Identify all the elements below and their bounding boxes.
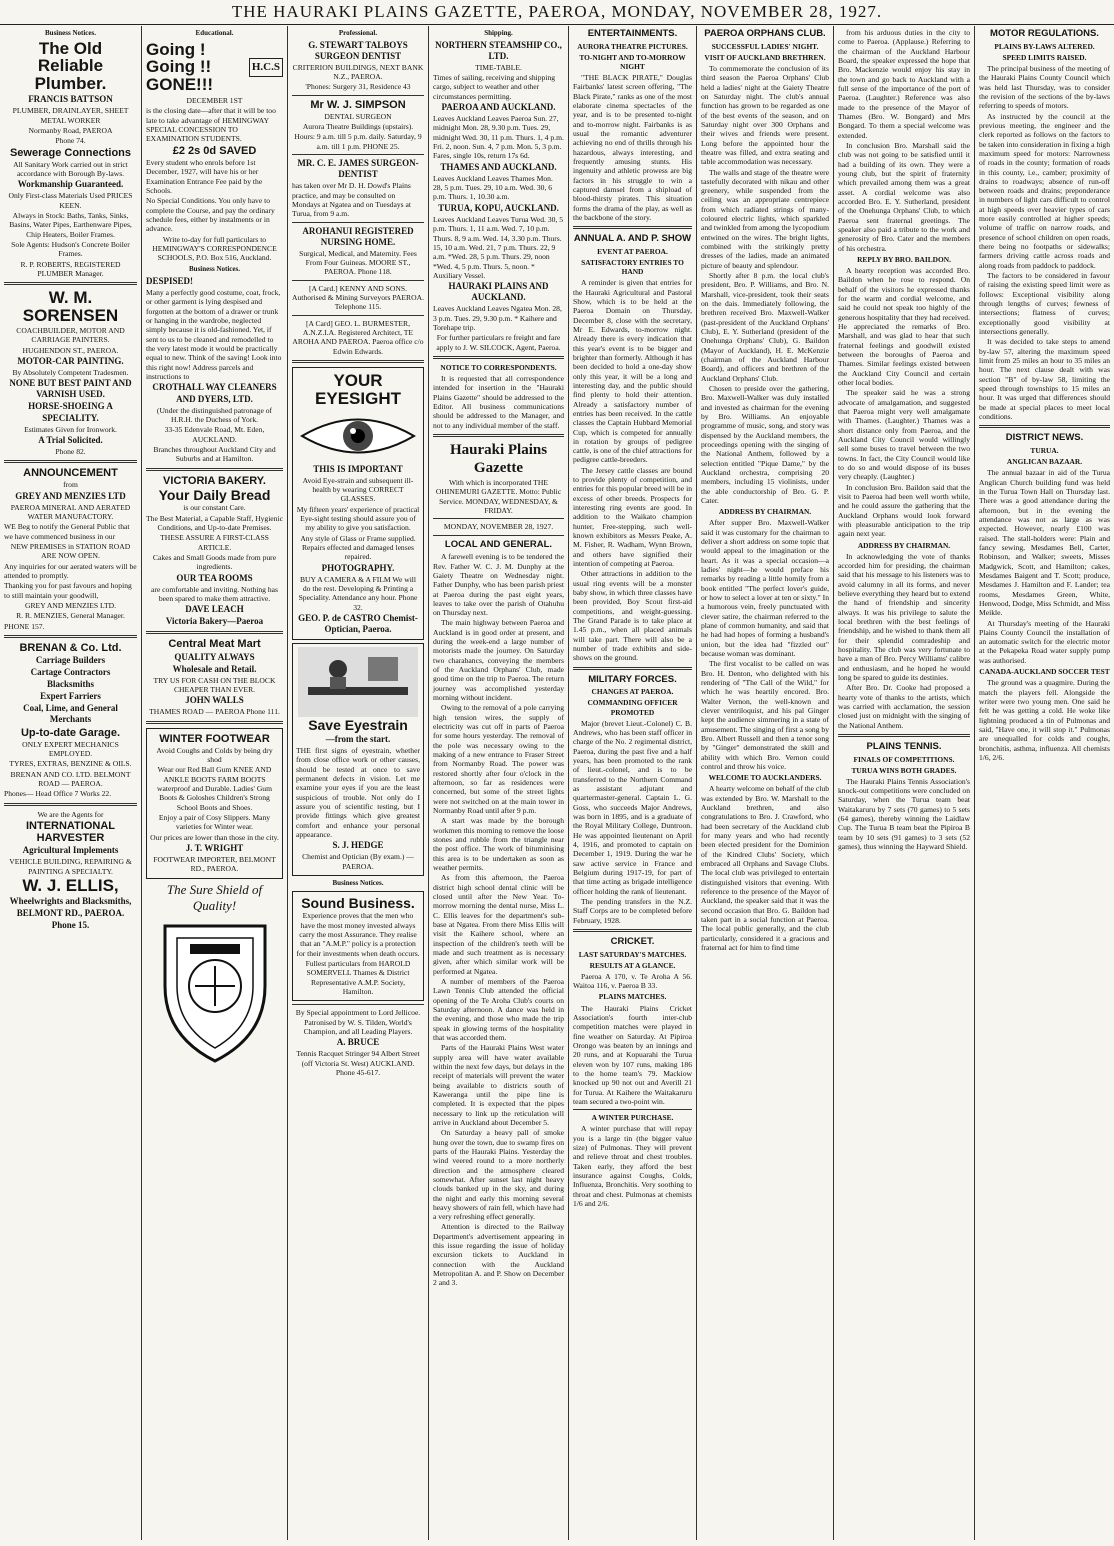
- divider: [292, 360, 424, 363]
- article-subheading: SUCCESSFUL LADIES' NIGHT.: [711, 41, 819, 51]
- ad-slogan: The Sure Shield of Quality!: [166, 881, 263, 913]
- ad-text: No Special Conditions. You only have to complete the Course, and pay the ordinary schedule fees, either by instalments or in advance.: [146, 196, 275, 234]
- ad-heading: Wheelwrights and Blacksmiths,: [9, 895, 132, 906]
- issue-date: MONDAY, NOVEMBER 28, 1927.: [443, 522, 554, 532]
- ad-hemingway: [146, 40, 283, 263]
- article-heading: MOTOR REGULATIONS.: [990, 28, 1099, 39]
- ad-heading: GREY AND MENZIES LTD: [15, 490, 126, 501]
- divider: [573, 1109, 692, 1110]
- ad-heading: Expert Farriers: [40, 691, 101, 702]
- divider: [292, 280, 424, 281]
- ad-heading: AROHANUI REGISTERED NURSING HOME.: [302, 225, 414, 247]
- ad-hedge: [292, 643, 424, 876]
- article-paragraph: The ground was a quagmire. During the match the players fell. Alongside the writer were two young men. One said he felt he was getting a cold. He woke like lightning produced a tin of Pulmonas and said, "Have one, it will stop it." Pulmonas are unequalled for colds and coughs, bronchitis, asthma, influenza. All chemists 1/6, 2/6.: [979, 678, 1110, 762]
- ad-text: Thanking you for past favours and hoping to still maintain your goodwill,: [4, 581, 132, 600]
- article-paragraph: The Hauraki Plains Cricket Association's fourth inter-club competition matches were played in fine weather on Saturday. At Pipiroa Orongo was beaten by an innings and 20 runs, and at Kopuarahi the Turua eleven won by 107 runs, making 186 to the home team's 79. Mackiow knocked up 90 not out and Averill 21 for Turua. At Kaihere the Waitakaruru team secured a two-point win.: [573, 1003, 692, 1106]
- ad-text: CRITERION BUILDINGS, NEXT BANK N.Z., PAEROA.: [292, 62, 424, 82]
- article-paragraph: As instructed by the council at the previous meeting, the engineer and the clerk reported as follows on the factors to be taken into consideration in fixing a high maximum speed for motors: Narrowness of roads in the county; formation of roads in this county, i.e., camber; proximity of drains to roadways; absence of run-off between roads and drains; preponderance in numbers of light cars difficult to control at high speeds over heavier types of cars more easily controlled at higher speeds; volume of traffic on narrow roads, and presence of school children on open roads, there being no footpaths or sidewalks; farmers driving cattle across roads and along roads from paddock to paddock.: [979, 111, 1110, 270]
- ad-text: 33-35 Edenvale Road, Mt. Eden, AUCKLAND.: [164, 425, 265, 444]
- ad-amp: [292, 891, 424, 1002]
- article-heading: MILITARY FORCES.: [588, 673, 677, 685]
- ad-text: is the closing date—after that it will be too late to take advantage of HEMINGWAY SPECIAL CONCESSION TO EXAMINATION STUDENTS.: [146, 106, 276, 144]
- ad-heading: Your Daily Bread: [158, 486, 271, 503]
- section-head: Shipping.: [484, 29, 513, 37]
- ad-text: Experience proves that the men who have the most money invested always carry the most Assurance. They realise that an "A.M.P." policy is a protection for their investments when death occurs.: [296, 911, 420, 958]
- article-orphans-club: [701, 28, 829, 952]
- ad-header-row: [146, 40, 283, 96]
- divider: [146, 631, 283, 634]
- ad-text: We are the Agents for: [37, 809, 104, 819]
- ad-heading: CROTHALL WAY CLEANERS AND DYERS, LTD.: [152, 382, 277, 404]
- ad-heading: THAMES AND AUCKLAND.: [440, 161, 557, 172]
- section-head: Professional.: [338, 29, 378, 37]
- divider: [4, 282, 137, 285]
- shield-icon: [155, 916, 275, 1066]
- article-paragraph: The factors to be considered in favour of raising the existing speed limit were as follows: Exceptional visibility along through lengths of curves; fewness of intersections; flatness of curves; exceptionally good visibility at intersections generally.: [979, 271, 1110, 337]
- ad-text: 'Phones: Surgery 31, Residence 43: [305, 82, 411, 92]
- section-head: Business Notices.: [45, 29, 96, 37]
- column-2: [141, 26, 287, 1540]
- ad-text: Chemist and Optician (By exam.) — PAEROA.: [302, 852, 414, 871]
- ad-title: W. M. SORENSEN: [22, 288, 119, 326]
- ad-text: HUGHENDON ST., PAEROA.: [22, 345, 119, 355]
- article-paragraph: After Bro. Dr. Cooke had proposed a hearty vote of thanks to the artists, which was carried with acclamation, the session closed just on midnight with the singing of the National Anthem.: [838, 683, 970, 730]
- column-1: [0, 26, 141, 1540]
- divider: [573, 929, 692, 932]
- ad-bruce: [292, 1008, 424, 1077]
- ad-sorensen: [4, 289, 137, 456]
- ad-heading: A Trial Solicited.: [38, 434, 103, 445]
- ad-burmester: [A Card] GEO. L. BURMESTER, A.N.Z.I.A. Registered Architect, TE AROHA AND PAEROA. Paeroa office c/o Edwin Edwards.: [292, 318, 424, 356]
- ad-text: Tennis Racquet Stringer 94 Albert Street (off Victoria St. West) AUCKLAND. Phone 45-617.: [296, 1049, 420, 1077]
- ad-winter-footwear: [146, 728, 283, 879]
- ad-text: DECEMBER 1ST: [186, 96, 243, 106]
- article-paragraph: Paeroa A 170, v. Te Aroha A 56. Waitoa 116, v. Paeroa B 33.: [573, 971, 692, 991]
- ad-text: VEHICLE BUILDING, REPAIRING & PAINTING A SPECIALTY.: [9, 857, 132, 876]
- article-paragraph: Other attractions in addition to the usual ring events will be a monster baby show, in which three classes have been provided, Boy Scout first-aid competitions, and weight-guessing. The Grand Parade is to take place at 1.45 p.m., when all placed animals will take part. There will also be a number of trade exhibits and side-shows on the ground.: [573, 569, 692, 663]
- article-subheading: EVENT AT PAEROA.: [597, 246, 668, 256]
- ad-text: By Absolutely Competent Tradesmen.: [12, 368, 129, 378]
- divider: [433, 434, 564, 437]
- ad-heading: Victoria Bakery—Paeroa: [165, 616, 264, 627]
- ad-title: Sound Business.: [301, 894, 415, 911]
- ad-heading: Coal, Lime, and General Merchants: [23, 703, 118, 725]
- ad-heading: TURUA, KOPU, AUCKLAND.: [438, 202, 559, 213]
- article-heading: CRICKET.: [610, 935, 655, 947]
- ad-text: My fifteen years' experience of practical Eye-sight testing should assure you of my ability to give you satisfaction.: [296, 504, 420, 533]
- ad-heading: BELMONT RD., PAEROA.: [16, 907, 125, 918]
- article-subheading: VISIT OF AUCKLAND BRETHREN.: [704, 52, 826, 62]
- ad-james: [292, 158, 424, 218]
- ad-text: Leaves Auckland Leaves Turua Wed. 30, 5 p.m. Thurs. 1, 11 a.m. Wed. 7, 10 p.m. Thurs. 8, 9 a.m. Wed. 14, 3.30 p.m. Thurs. 15, 10 a.m. Wed. 21, 7 p.m. Thurs. 22, 9 a.m. *Wed. 28, 5 p.m. Thurs. 29, noon *Wed. 4, 5 p.m. Thurs. 5, noon. * Auxiliary Vessel.: [433, 214, 564, 280]
- article-paragraph: A hearty welcome on behalf of the club was extended by Bro. W. Marshall to the Auckland brethren, and also congratulations to Bro. J. Crawford, who had been secretary of the Auckland club for many years and who had recently been elected president for the Dominion of the Kindred Clubs' Society, which embraced all Orphans and Savage Clubs. The local club was privileged to entertain distinguished visitors that evening. With reference to the presence of the Mayor of Auckland, the speaker said that it was the second occasion that Bro. G. Baildon had taken part in a social function at Paeroa. The local public generally, and the club particularly, considered it a gracious and fraternal act for him to find time: [701, 784, 829, 952]
- article-subheading: TURUA.: [1030, 446, 1059, 456]
- article-orphans-club-cont: [838, 28, 970, 730]
- article-paragraph: The Hauraki Plains Tennis Association's knock-out competitions were concluded on Saturday, when the Turua team beat Waitakaruru by 7 sets (70 games) to 5 sets (64 games), thereby winning the Laidlaw Cup. The Turua B team beat the Pipiroa B team by 10 sets (91 games) to 3 sets (52 games), thus winning the Hayward Shield.: [838, 776, 970, 852]
- ad-heading: Workmanship Guaranteed.: [17, 179, 124, 190]
- ad-text: Write to-day for full particulars to HEMINGWAY'S CORRESPONDENCE SCHOOLS, P.O. Box 516, Auckland.: [152, 234, 277, 263]
- section-head: Educational.: [195, 29, 234, 37]
- ad-text: For further particulars re freight and fare apply to J. W. SILCOCK, Agent, Paeroa.: [436, 333, 561, 352]
- ad-text: DENTAL SURGEON: [324, 111, 392, 121]
- article-subheading: WELCOME TO AUCKLANDERS.: [708, 773, 822, 783]
- article-entertainments: [573, 28, 692, 222]
- ad-text: THAMES ROAD — PAEROA Phone 111.: [149, 707, 280, 717]
- article-paragraph: It is requested that all correspondence intended for insertion in the "Hauraki Plains Gazette" should be addressed to the Editor. All business communications should be addressed to the Manager, and not to any individual member of the staff.: [433, 374, 564, 430]
- ad-text: TRY US FOR CASH ON THE BLOCK CHEAPER THAN EVER.: [153, 675, 276, 694]
- ad-title: INTERNATIONAL HARVESTER: [25, 819, 115, 845]
- divider: [573, 226, 692, 229]
- ad-text: Any inquiries for our aerated waters will be attended to promptly.: [4, 561, 137, 581]
- article-paragraph: A reminder is given that entries for the Hauraki Agricultural and Pastoral Show, which is to be held at the Paeroa Domain on Thursday, December 8, close with the secretary, Mr E. Edwards, to-morrow night. Already there is every indication that this year's event is to be bigger and brighter than formerly. Although it has been decided to hold a one-day show only this year, it will be a long and interesting day, and the public should find plenty to hold their attention. Already a satisfactory number of entries has been received. In the cattle classes the Captain Hubbard Memorial Cup, which is competed for annually in rotation by groups of pedigree cattle, is one of the chief attractions for pedigree cattle-breeders.: [573, 278, 692, 465]
- column-4: [428, 26, 568, 1540]
- ad-text: (Under the distinguished patronage of H.R.H. the Duchess of York.: [156, 405, 273, 424]
- ad-heading: G. STEWART TALBOYS SURGEON DENTIST: [308, 39, 408, 61]
- divider: [4, 803, 137, 806]
- divider: [433, 518, 564, 519]
- ad-title: Central Meat Mart: [168, 638, 261, 651]
- ad-crothall: [146, 276, 283, 463]
- ad-victoria-bakery: [146, 475, 283, 628]
- article-subheading: SATISFACTORY ENTRIES TO HAND: [581, 258, 684, 277]
- ad-text: WE Beg to notify the General Public that we have commenced business in our: [4, 522, 130, 541]
- divider: [4, 460, 137, 463]
- ad-heading: MR. C. E. JAMES SURGEON-DENTIST: [297, 158, 419, 180]
- article-subheading: PLAINS MATCHES.: [598, 992, 667, 1002]
- ad-text: Only First-class Materials Used PRICES KEEN.: [8, 191, 133, 210]
- column-6: [696, 26, 833, 1540]
- ad-heading: S. J. HEDGE: [332, 840, 384, 851]
- ad-text: Avoid Coughs and Colds by being dry shod: [156, 745, 273, 765]
- ad-text: Estimates Given for Ironwork.: [24, 424, 117, 434]
- article-paragraph: A farewell evening is to be tendered the Rev. Father W. C. J. M. Dunphy at the Gaiety Theatre on Wednesday night. Father Dunphy, who has been parish priest at Paeroa during the past eight years, leaves to take over the parish of Otahuhu on Thursday next.: [433, 552, 564, 618]
- ad-text: Surgical, Medical, and Maternity. Fees From Four Guineas. MOORE ST., PAEROA. Phone 118.: [299, 248, 417, 277]
- article-subheading: ADDRESS BY CHAIRMAN.: [718, 507, 812, 517]
- article-subheading: SPEED LIMITS RAISED.: [1002, 52, 1087, 62]
- article-paragraph: A number of members of the Paeroa Lawn Tennis Club attended the official opening of the Te Aroha Club's courts on Saturday afternoon. A dance was held in the evening, and those who made the trip speak in glowing terms of the hospitality that was accorded them.: [433, 976, 564, 1042]
- ad-heading: Blacksmiths: [46, 679, 94, 690]
- ad-heading: PHOTOGRAPHY.: [321, 562, 395, 573]
- ad-de-castro: [292, 367, 424, 640]
- ad-text: are comfortable and inviting. Nothing has been spared to make them attractive.: [151, 584, 278, 603]
- ad-text: Always in Stock: Baths, Tanks, Sinks, Basins, Water Pipes, Earthenware Pipes, Chip Heaters, Boiler Frames.: [9, 210, 132, 239]
- column-5: [568, 26, 696, 1540]
- ad-title: BRENAN & Co. Ltd.: [19, 642, 122, 655]
- ad-heading: THIS IS IMPORTANT: [313, 463, 403, 474]
- newspaper-nameplate: Hauraki Plains Gazette: [449, 442, 548, 477]
- ad-text: THE first signs of eyestrain, whether from close office work or other causes, should be tested at once to save permanent defects in vision. Let me examine your eyes if you are the least suspicious of trouble. Not only do I assure you of scientific testing, but I provide fittings which give greatest comfort and enhance your personal appearance.: [296, 745, 420, 839]
- column-3: [287, 26, 428, 1540]
- article-paragraph: In conclusion Bro. Marshall said the club was not going to be satisfied until it had a building of its own. They were a young club, but the spirit of fraternity which prevailed among them was a great asset. A cordial welcome was also accorded Bro. E. Y. Sutherland, president of the Onehunga Orphans' Club, to which Paeroa sent fraternal greetings. The speaker also paid a tribute to the work and generosity of Bro. Cater and the members of his orchestra.: [838, 140, 970, 253]
- article-paragraph: A hearty reception was accorded Bro. Baildon when he rose to respond. On behalf of the visitors he expressed thanks for the warm and cordial welcome, and said he could not speak too highly of the generous hospitality that they had received. He appreciated the remarks of Bro. Marshall, and was glad to hear that such fraternal feelings and goodwill existed between the boroughs of Paeroa and Thames. Similar feelings existed between the Auckland City Council and certain other local bodies.: [838, 265, 971, 387]
- divider: [292, 95, 424, 96]
- ad-text: PHONE 157.: [4, 621, 45, 631]
- article-heading: PAEROA ORPHANS CLUB.: [704, 28, 826, 39]
- divider: [838, 734, 970, 737]
- article-motor-regulations: [979, 28, 1110, 421]
- article-cricket: [573, 936, 692, 1106]
- article-paragraph: On Saturday a heavy pall of smoke hung over the town, due to swamp fires on parts of the Hauraki Plains. Yesterday the wind veered round to a more northerly direction and the atmosphere cleared somewhat. After sunset last night heavy clouds banked up in the sky, and during the night and early this morning several heavy showers of rain fell, which have had a very refreshing effect generally.: [433, 1128, 564, 1222]
- ad-text: has taken over Mr D. H. Dowd's Plains practice, and may be consulted on Mondays at Ngatea and on Tuesdays at Turua, from 9 a.m.: [292, 181, 411, 219]
- ad-text: Normanby Road, PAEROA: [28, 125, 113, 135]
- ad-text: Phone 74.: [55, 136, 86, 146]
- divider: [146, 721, 283, 724]
- ad-dcl-shield: [146, 882, 283, 1066]
- ad-text: Cakes and Small Goods made from pure ingredients.: [152, 552, 277, 572]
- ad-text: Any style of Glass or Frame supplied. Repairs effected and damaged lenses repaired.: [300, 533, 416, 562]
- ad-text: GREY AND MENZIES LTD.: [25, 601, 116, 611]
- ad-text: BRENAN AND CO. LTD. BELMONT ROAD — PAEROA.: [10, 769, 131, 788]
- article-heading: DISTRICT NEWS.: [1005, 432, 1084, 444]
- columns: [0, 26, 1114, 1540]
- ad-heading: Wholesale and Retail.: [172, 663, 257, 674]
- ad-text: COACHBUILDER, MOTOR AND CARRIAGE PAINTERS.: [16, 325, 125, 345]
- article-paragraph: Major (brevet Lieut.-Colonel) C. B. Andrews, who has been staff officer in charge of the No. 2 regimental district, Paeroa, during the past five and a half years, has been promoted to the rank of lieut.-colonel, and is to be transferred to the Northern Command as assistant adjutant and quartermaster-general. Captain L. G. Goss, who succeeds Major Andrews, was born in 1895, and is a graduate of the Royal Military College, Duntroon. He was appointed lieutenant on April 4, 1916, and promoted to captain on December 1, 1919. During the war he saw active service in France and Belgium during 1917-19, for part of that time acting as brigade intelligence officer holding the rank of lieutenant.: [573, 718, 692, 896]
- ad-name: FRANCIS BATTSON: [28, 94, 113, 105]
- article-subheading: ADDRESS BY CHAIRMAN.: [857, 540, 951, 550]
- ad-text: R. R. MENZIES, General Manager.: [16, 611, 125, 621]
- ad-grey-menzies: [4, 467, 137, 631]
- divider: [573, 667, 692, 670]
- ad-text: Leaves Auckland Leaves Ngatea Mon. 28, 3 p.m. Tues. 29, 9.30 p.m. * Kaihere and Torehape trip.: [433, 304, 562, 332]
- ad-heading: Agricultural Implements: [22, 845, 119, 856]
- article-subheading: FINALS OF COMPETITIONS.: [853, 754, 955, 764]
- article-local-general: [433, 539, 564, 1288]
- ad-title: YOUR EYESIGHT: [315, 370, 401, 408]
- ad-plumber: [4, 40, 137, 279]
- article-paragraph: In acknowledging the vote of thanks accorded him for presiding, the chairman said that his message to his listeners was to avoid calumny in all its forms, and never believe everything they heard but to extend the hand of friendship and sincerity always. It was his privilege to salute the local brethren with the best feelings of friendship, and he wished to thank them all for their splendid comradeship and hospitality. The club was very fortunate to have a man of Bro. Percy Williams' calibre and enthusiasm, and he hoped he would long be spared to guide its destinies.: [838, 551, 970, 682]
- office-worker-icon: [298, 647, 418, 717]
- nameplate-text: With which is incorporated THE OHINEMURI GAZETTE. Motto: Public Service. MONDAY, WEDNESDAY, & FRIDAY.: [435, 477, 562, 515]
- divider: [146, 468, 283, 471]
- ad-heading: MOTOR-CAR PAINTING.: [17, 355, 124, 366]
- ad-talboys: [292, 40, 424, 92]
- ad-text: Many a perfectly good costume, coat, frock, or other garment is lying despised and forgotten at the bottom of a drawer or trunk or hanging in the wardrobe, neglected simply because it is old-fashioned. Yet, if sent to us to be cleaned and remodelled to the very latest mode it would be practically equal to new. Think of the saving! Look into this right now! Address parcels and instructions to: [146, 288, 282, 382]
- ad-text: Avoid Eye-strain and subsequent ill-health by wearing CORRECT GLASSES.: [302, 475, 414, 504]
- ad-shipping: [433, 40, 564, 352]
- masthead: THE HAURAKI PLAINS GAZETTE, PAEROA, MONDAY, NOVEMBER 28, 1927.: [0, 0, 1114, 25]
- ad-text: TYRES, EXTRAS, BENZINE & OILS.: [9, 759, 132, 769]
- ad-text: By Special appointment to Lord Jellicoe. Patronised by W. S. Tilden, World's Champion, and all Leading Players.: [295, 1008, 421, 1036]
- ad-heading: ANNOUNCEMENT: [23, 467, 118, 480]
- divider: [4, 635, 137, 638]
- ad-text: BUY A CAMERA & A FILM We will do the rest. Developing & Printing a Speciality. Attendance any hour. Phone 32.: [298, 574, 418, 612]
- ad-text: Leaves Auckland Leaves Paeroa Sun. 27, midnight Mon. 28, 9.30 p.m. Tues. 29, midnight Wed. 30, 11 p.m. Thurs. 1, 4 p.m. Fri. 2, noon. Sun. 4, 7 p.m. Mon. 5, 3 p.m. Fares, single 10s, return 17s 6d.: [433, 114, 564, 161]
- ad-heading: DAVE LEACH: [185, 604, 244, 615]
- divider: [979, 425, 1110, 428]
- article-paragraph: Shortly after 8 p.m. the local club's president, Bro. P. Williams, and Bro. N. Marshall, vice-president, took their seats on the dais. Immediately following, the brethren received Bro. Maxwell-Walker (past-president of the Auckland Orphans' Club), E. Y. Sutherland (president of the Onehunga Orphans' Club), G. Baildon (Mayor of Auckland), H. E. McKenzie (chairman of the Auckland Harbour Board), and officers and brethren of the Auckland Orphans' Club.: [701, 271, 829, 383]
- section-head: Business Notices.: [332, 878, 384, 887]
- article-subheading: LAST SATURDAY'S MATCHES.: [578, 949, 687, 959]
- ad-text: Times of sailing, receiving and shipping cargo, subject to weather and other circumstances permitting.: [433, 73, 556, 101]
- article-district-news: [979, 432, 1110, 762]
- ad-title: VICTORIA BAKERY.: [163, 474, 266, 487]
- ad-text: Leaves Auckland Leaves Thames Mon. 28, 5 p.m. Tues. 29, 10 a.m. Wed. 30, 6 p.m. Thurs. 1, 10.30 a.m.: [433, 173, 553, 202]
- ad-text: PAEROA MINERAL AND AERATED WATER MANUFACTORY.: [10, 502, 131, 522]
- article-subheading: CHANGES AT PAEROA.: [591, 687, 674, 697]
- ad-text: Every student who enrols before 1st December, 1927, will have his or her Examination Entrance Fee paid by the Schools.: [146, 157, 263, 195]
- ad-heading: £2 2s 0d SAVED: [172, 144, 257, 157]
- article-winter-purchase: [573, 1113, 692, 1208]
- section-head: Business Notices.: [189, 265, 240, 274]
- article-subheading: CANADA-AUCKLAND SOCCER TEST: [979, 667, 1110, 677]
- ad-heading: —from the start.: [325, 733, 391, 744]
- article-paragraph: The principal business of the meeting of the Hauraki Plains County Council which was held last Thursday, was to consider the revision of the sections of the by-laws referring to speeds of motors.: [979, 63, 1110, 111]
- ad-text: R. P. ROBERTS, REGISTERED PLUMBER Manager.: [20, 259, 121, 278]
- ad-heading: Mr W. J. SIMPSON: [310, 98, 406, 111]
- ad-brenan: [4, 642, 137, 799]
- ad-simpson: [292, 99, 424, 151]
- article-heading: NOTICE TO CORRESPONDENTS.: [440, 362, 557, 372]
- ad-text: Aurora Theatre Buildings (upstairs).: [302, 122, 414, 132]
- ad-text: Enjoy a pair of Cosy Slippers. Many varieties for Winter wear.: [158, 813, 271, 832]
- ad-kenny: [A Card.] KENNY AND SONS. Authorised & Mining Surveyors PAEROA. Telephone 115.: [292, 283, 424, 312]
- article-subheading: REPLY BY BRO. BAILDON.: [857, 254, 951, 264]
- ad-heading: J. T. WRIGHT: [185, 843, 244, 854]
- article-paragraph: The walls and stage of the theatre were tastefully decorated with nikau and other greenery, while suspended from the ceiling was an appropriate centrepiece from which radiated strings of many-coloured electric lights, which sparkled and twinkled from among the lycopodium entwined on the wires. The bright lights, combined with the strikingly pretty dresses of the ladies, made an animated picture of beauty and splendour.: [701, 167, 830, 270]
- ad-heading: GEO. P. de CASTRO Chemist-Optician, Paeroa.: [298, 613, 418, 635]
- ad-arohanui: [292, 226, 424, 277]
- ad-meat-mart: [146, 638, 283, 716]
- article-paragraph: A start was made by the borough workmen this morning to remove the loose stones and rubble from the triangle near the post office. The work of bituminising this area is to be undertaken as soon as weather permits.: [433, 816, 564, 873]
- column-8: [974, 26, 1114, 1540]
- notice-correspondents: [433, 363, 564, 430]
- ad-title: WINTER FOOTWEAR: [159, 732, 270, 745]
- ad-text: All Sanitary Work carried out in strict accordance with Borough By-laws.: [13, 159, 128, 178]
- ad-text: The Best Material, a Capable Staff, Hygienic Conditions, and Up-to-date Premises.: [146, 513, 283, 532]
- article-subheading: AURORA THEATRE PICTURES.: [577, 41, 688, 51]
- ad-heading: HAURAKI PLAINS AND AUCKLAND.: [448, 281, 549, 303]
- article-paragraph: A winter purchase that will repay you is a large tin (the bigger value size) of Pulmonas. They will prevent and relieve throat and chest troubles. Taken early, they afford the best insurance against Coughs, Colds, Influenza, Bronchitis. Very soothing to throat and chest. Pulmonas at chemists 1/6 and 2/6.: [573, 1124, 692, 1208]
- ad-heading: PAEROA AND AUCKLAND.: [441, 102, 556, 113]
- ad-heading: A. BRUCE: [336, 1037, 380, 1048]
- ad-heading: OUR TEA ROOMS: [176, 572, 253, 583]
- article-paragraph: Chosen to preside over the gathering, Bro. Maxwell-Walker was duly installed and invested as chairman for the evening by Bro. Williams. An enjoyable programme of music, song, and story was dispensed by the Auckland members, the proceedings opening with the singing of the National Anthem, followed by a selection entitled "Pique Dame," by the Auckland orchestra, comprising 20 members, including 15 violinists, under the able conductorship of Bro. G. P. Cater.: [701, 384, 829, 505]
- article-heading: LOCAL AND GENERAL.: [444, 538, 553, 550]
- ad-heading: NORTHERN STEAMSHIP CO., LTD.: [435, 39, 562, 61]
- ad-heading: QUALITY ALWAYS: [174, 651, 255, 662]
- ad-heading: HORSE-SHOEING A SPECIALITY.: [28, 401, 113, 423]
- ad-text: Phones— Head Office 7 Works 22.: [4, 789, 112, 799]
- ad-title: Save Eyestrain: [308, 717, 408, 734]
- divider: [433, 535, 564, 536]
- ad-heading: NONE BUT BEST PAINT AND VARNISH USED.: [9, 378, 132, 400]
- ad-title: The Old Reliable Plumber.: [34, 38, 107, 94]
- article-paragraph: It was decided to take steps to amend by-law 57, altering the maximum speed limit from 25 miles an hour to 35 miles an hour. The next clause dealt with was section "B" of by-law 58, limiting the speed through townships to 15 miles an hour. It was urged that differences should be made at special places to meet local conditions.: [979, 337, 1110, 422]
- article-paragraph: "THE BLACK PIRATE," Douglas Fairbanks' latest screen offering, "The Black Pirate," ranks as one of the most elaborate cinema spectacles of the year, and is to be presented to-night and to-morrow night. Fairbanks is as usual the romantic adventurer achieving no end of thrills through his hazardous, always interesting, and frequently amusing stunts. His ingenuity and athletic prowess are big factors in his struggle to win a captured damsel from a shipload of blood-thirsty pirates. This situation forms the drama of the play, as well as the backbone of the story.: [573, 73, 692, 222]
- ad-text: ONLY EXPERT MECHANICS EMPLOYED.: [22, 739, 119, 758]
- ad-heading: Phone 15.: [51, 919, 90, 930]
- ad-text: Branches throughout Auckland City and Suburbs and at Hamilton.: [153, 444, 276, 464]
- article-ap-show: [573, 233, 692, 662]
- article-plains-tennis: [838, 741, 970, 852]
- ad-ellis: [4, 810, 137, 931]
- divider: [292, 1004, 424, 1005]
- article-paragraph: As from this afternoon, the Paeroa district high school dental clinic will be closed until after the New Year. To-morrow morning the dental nurse, Miss L. C. Ellis leaves for the department's sub-base at Ngatea. From there Miss Ellis will visit the Kaihere school, where an inspection of the children's teeth will be made and such treatment as is necessary given, after which similar work will be performed at Ngatea.: [433, 873, 564, 976]
- article-paragraph: The Jersey cattle classes are bound to provide plenty of competition, and entries for this popular breed will be in excess of other breeds. Prospects for interesting ring events are good. In addition to the Waikato champion hunter, Free-stepping, such well-known exhibitors as Messrs Peake, A. M. Fisher, R. Wadham, Wynn Brown, and others have signified their intention of competing at Paeroa.: [573, 465, 692, 569]
- article-paragraph: Parts of the Hauraki Plains West water supply area will have water available within the next few days, but delays in the receipt of materials will prevent the water being available to districts south of Kaweranga until the pipe line is completed. It is expected that the pipes necessary to link up the reticulation will arrive in Auckland about December 5.: [433, 1043, 564, 1127]
- article-paragraph: In conclusion Bro. Baildon said that the visit to Paeroa had been well worth while, and he could assure the gathering that the Auckland Orphans would look forward with pleasurable anticipation to the trip again next year.: [838, 482, 970, 539]
- article-paragraph: The speaker said he was a strong advocate of amalgamation, and suggested that Paeroa might very well amalgamate with Thames. (Laughter.) Thames was a short distance only from Paeroa, and the Auckland City Council would willingly sell some buses to travel between the two towns. In fact, the City Council would like to do so and would dispose of its buses very cheaply. (Laughter.): [838, 388, 970, 482]
- ad-title: W. J. ELLIS,: [22, 875, 119, 895]
- ad-text: Wear our Red Ball Gum KNEE AND ANKLE BOOTS FARM BOOTS waterproof and Durable. Ladies' Gum Boots & Goloshes Children's Strong School Boots and Shoes.: [156, 765, 273, 812]
- article-heading: ENTERTAINMENTS.: [587, 28, 678, 39]
- ad-text: Sole Agents: Hudson's Concrete Boiler Frames.: [11, 239, 130, 259]
- ad-heading: Carriage Builders: [35, 655, 106, 666]
- ad-text: Fullest particulars from HAROLD SOMERVELL Thames & District Representative A.M.P. Society, Hamilton.: [305, 958, 411, 996]
- article-paragraph: After supper Bro. Maxwell-Walker said it was customary for the chairman to deliver a short address on some topic that would appeal to the imagination or the heart. As it was a special occasion—a ladies' night—he would preface his remarks by reading a little homily from a book entitled "The perfect lover's guide, or how to select a lover at ten or sixty." In a humorous vein, freely punctuated with clever satire, the chairman referred to the plane of common humanity, and said that he had had hopes of forming a husband's union, but the idea had "fizzled out" because woman was dominant.: [701, 518, 829, 659]
- article-heading: A WINTER PURCHASE.: [591, 1113, 674, 1123]
- ad-text: PLUMBER, DRAINLAYER, SHEET METAL WORKER: [12, 106, 129, 125]
- article-subheading: TURUA WINS BOTH GRADES.: [851, 765, 957, 775]
- ad-heading: Sewerage Connections: [9, 146, 132, 159]
- ad-text: THESE ASSURE A FIRST-CLASS ARTICLE.: [160, 533, 269, 552]
- ad-text: FOOTWEAR IMPORTER, BELMONT RD., PAEROA.: [153, 855, 276, 874]
- article-heading: PLAINS TENNIS.: [866, 740, 942, 752]
- ad-text: Hours: 9 a.m. till 5 p.m. daily. Saturday, 9 a.m. till 1 p.m. PHONE 25.: [294, 132, 422, 151]
- ad-text: TIME-TABLE.: [475, 62, 522, 72]
- article-subheading: PLAINS BY-LAWS ALTERED.: [994, 41, 1095, 51]
- ad-heading: Cartage Contractors: [30, 667, 111, 678]
- article-subheading: TO-NIGHT AND TO-MORROW NIGHT: [579, 52, 686, 71]
- article-military: [573, 674, 692, 925]
- ad-text: Our prices are lower than those in the city.: [150, 832, 279, 842]
- divider: [292, 315, 424, 316]
- article-paragraph: Owing to the removal of a pole carrying high tension wires, the supply of electricity was cut off in parts of Paeroa for some hours yesterday. The removal of the pole was necessary owing to the making of a new entrance to Fraser Street from Normanby Road. The power was restored shortly after four o'clock in the afternoon, so far as residences were concerned, but some of the street lights were not switched on at the main tower in Normanby Road until after 9 p.m.: [433, 703, 564, 816]
- ad-text: Phone 82.: [55, 446, 86, 456]
- article-paragraph: The pending transfers in the N.Z. Staff Corps are to be completed before February, 1928.: [573, 896, 692, 925]
- divider: [292, 154, 424, 155]
- article-subheading: COMMANDING OFFICER PROMOTED: [587, 698, 678, 717]
- article-paragraph: The main highway between Paeroa and Auckland is in good order at present, and during the week-end a large number of motorists made the journey. On Saturday two charabancs, conveying the members of the Auckland Orphans' Club, made good time on the trip to Paeroa. The return journey was accomplished yesterday morning without incident.: [433, 618, 564, 703]
- divider: [292, 222, 424, 223]
- article-paragraph: The annual bazaar in aid of the Turua Anglican Church building fund was held in the Turua Town Hall on Thursday last. There was a good attendance during the afternoon, but in the evening the attendance was not as large as was expected. However, nearly £100 was raised. The stall-holders were: Plain and fancy sewing, Mesdames Bell, Carter, Robinson, and Walker; sweets, Misses Madgwick, Scott, and Hamilton; cakes, Mesdames Baigent and T. Scott; produce, Mesdames J. Hamilton and F. Lander; tea rooms, Mesdames Green, White, Henwood, Dodge, Miss Schmidt, and Miss Meikle.: [979, 468, 1110, 618]
- ad-heading: Up-to-date Garage.: [20, 726, 120, 739]
- article-subheading: RESULTS AT A GLANCE.: [589, 960, 676, 970]
- column-7: [833, 26, 974, 1540]
- article-paragraph: Attention is directed to the Railway Department's advertisement appearing in this issue regarding the issue of holiday excursion tickets to Auckland in connection with the Auckland Metropolitan A. and P. Show on December 2 and 3.: [433, 1222, 564, 1288]
- hcs-logo: H.C.S: [249, 58, 283, 78]
- ad-title: Going ! Going !! GONE!!!: [146, 39, 214, 95]
- article-subheading: ANGLICAN BAZAAR.: [1006, 457, 1083, 467]
- divider: [433, 356, 564, 359]
- article-heading: ANNUAL A. AND P. SHOW: [573, 233, 692, 245]
- ad-heading: DESPISED!: [146, 276, 194, 287]
- ad-heading: JOHN WALLS: [185, 695, 244, 706]
- ad-text: is our constant Care.: [183, 503, 246, 513]
- article-paragraph: from his arduous duties in the city to come to Paeroa. (Applause.) Referring to the chairman of the Auckland Harbour Board, the speaker expressed the hope that Bro. Mackenzie would enjoy his stay in the town and go back to Auckland with a full sense of the importance of the port of Paeroa. (Laughter.) Reference was also made to the presence of the Mayor of Thames (Bro. W. Bongard) and Mrs Bongard. To them a special welcome was extended.: [838, 28, 970, 140]
- article-paragraph: At Thursday's meeting of the Hauraki Plains County Council the installation of an automatic switch for the electric motor at the Pekapeka Road water supply pump was authorised.: [979, 618, 1110, 665]
- article-paragraph: The first vocalist to be called on was Bro. H. Denton, who delighted with his rendering of "The Call of the Wild," for which he was heartily encored. Bro. Walter Vernon, the well-known and clever ventriloquist, and his pal Ginger kept the audience simmering in a state of amusement. The singing of first a song by Bro. Albert Russell and then a tenor song by "Ginger" demonstrated the skill and ability with which Bro. Vernon could control and throw his voice.: [701, 659, 829, 771]
- eye-icon: [298, 411, 418, 461]
- ad-text: from: [63, 480, 78, 490]
- ad-text: NEW PREMISES in STATION ROAD ARE NOW OPEN.: [10, 542, 131, 561]
- article-paragraph: To commemorate the conclusion of its third season the Paeroa Orphans' Club held a ladies' night at the Gaiety Theatre on Saturday night. The club's annual function has grown to be regarded as one of the best events of the season, and on Saturday night over 300 Orphans and their wives and friends were present. Long before the appointed hour the theatre was filled, and extra seating and table accommodation was necessary.: [701, 63, 829, 167]
